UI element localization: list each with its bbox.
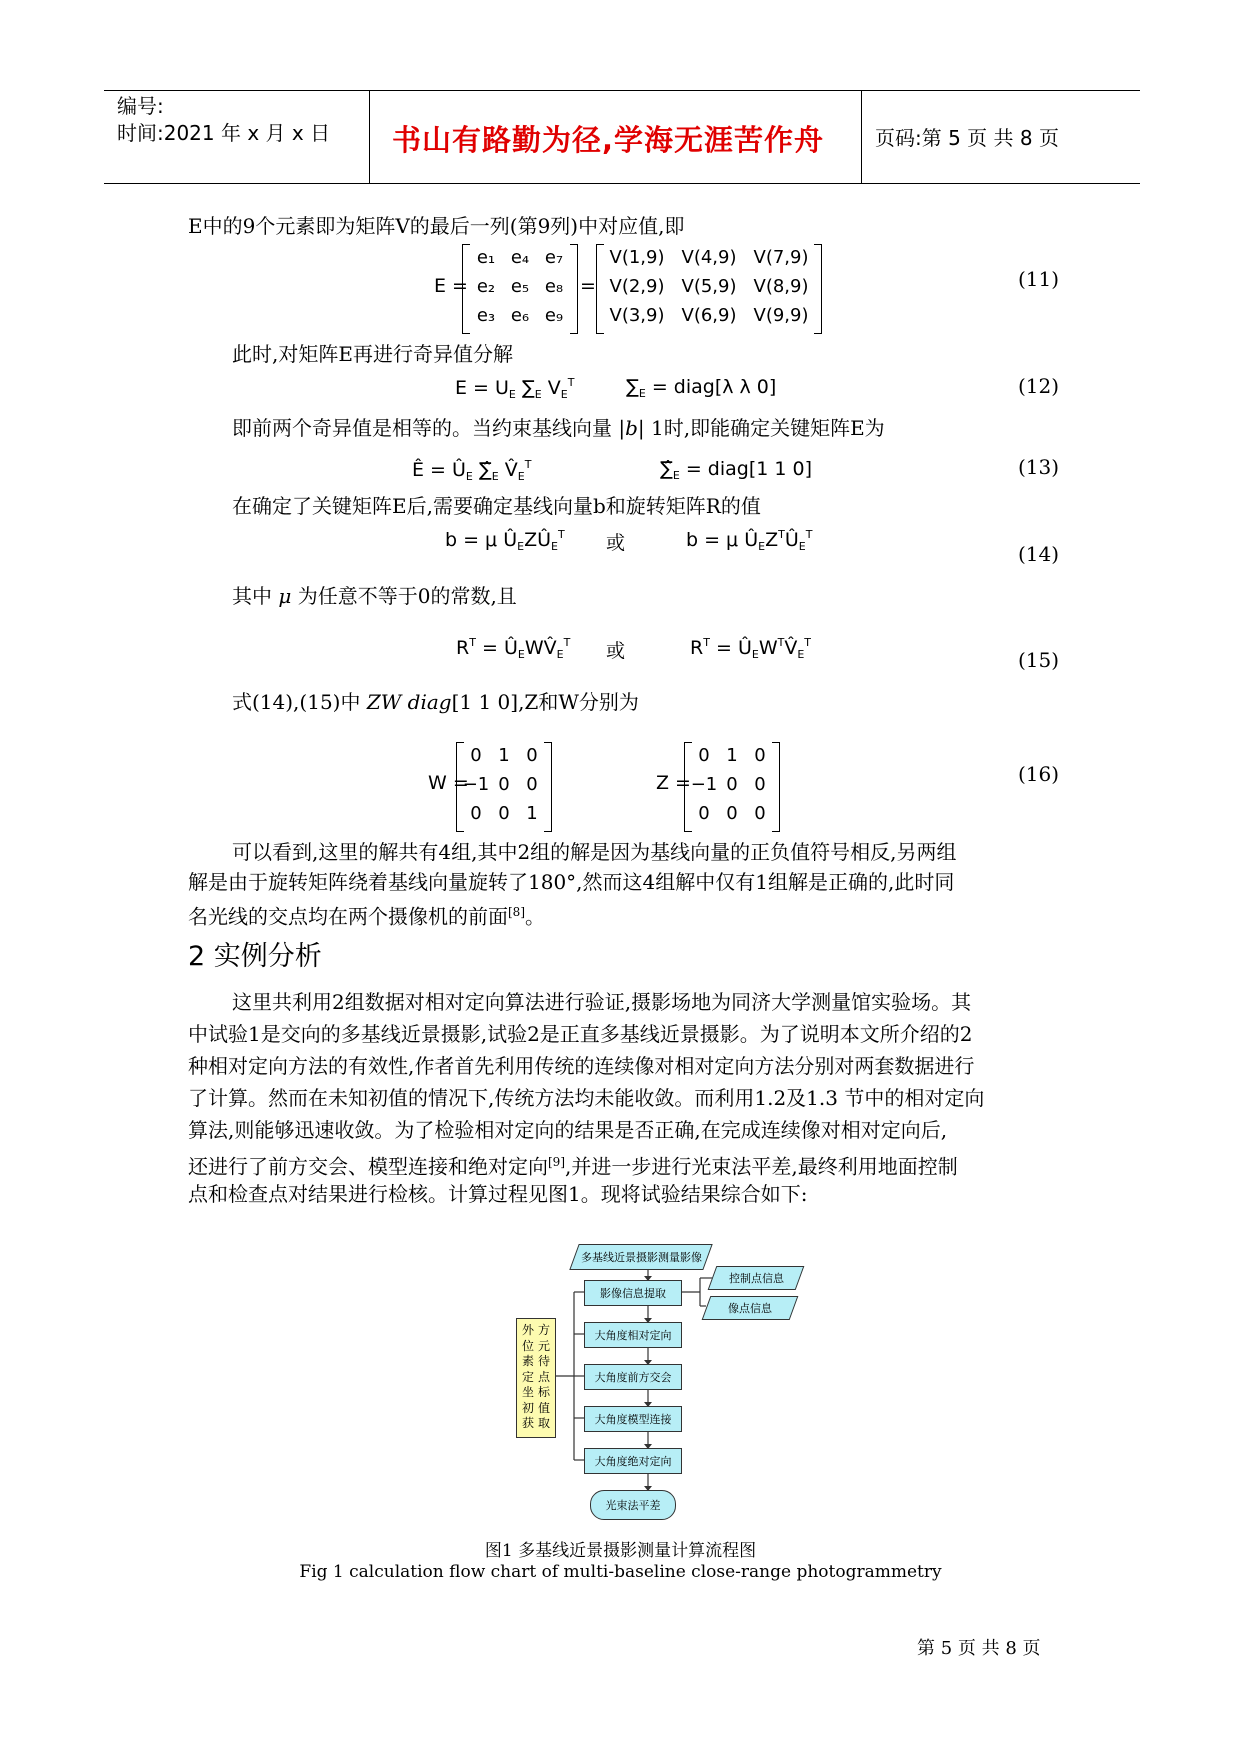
- matrix-cell: 1: [526, 803, 538, 824]
- paragraph-line: 可以看到,这里的解共有4组,其中2组的解是因为基线向量的正负值符号相反,另两组: [232, 840, 957, 864]
- citation: [8]: [508, 905, 525, 919]
- matrix-cell: e₆: [510, 305, 530, 326]
- paragraph-line: 点和检查点对结果进行检核。计算过程见图1。现将试验结果综合如下:: [188, 1182, 808, 1206]
- matrix-cell: e₉: [544, 305, 564, 326]
- matrix-cell: 0: [754, 745, 766, 766]
- side-char: 定: [522, 1369, 535, 1384]
- flowchart-step-absolute: 大角度绝对定向: [584, 1448, 682, 1474]
- eq16-number: (16): [1018, 762, 1060, 786]
- matrix-cell: 0: [726, 774, 738, 795]
- matrix-cell: 0: [470, 803, 482, 824]
- matrix-cell: 0: [498, 774, 510, 795]
- matrix-cell: e₇: [544, 247, 564, 268]
- header-page: 页码:第 5 页 共 8 页: [875, 126, 1059, 150]
- matrix-cell: 0: [526, 774, 538, 795]
- matrix-cell: e₁: [476, 247, 496, 268]
- paragraph-line: E中的9个元素即为矩阵V的最后一列(第9列)中对应值,即: [188, 214, 685, 238]
- matrix-cell: V(1,9): [609, 247, 665, 268]
- flowchart-image-points: 像点信息: [702, 1296, 799, 1320]
- paragraph-line: 式(14),(15)中 ZW diag[1 1 0],Z和W分别为: [232, 690, 639, 714]
- paragraph-line: 还进行了前方交会、模型连接和绝对定向[9],并进一步进行光束法平差,最终利用地面控制: [188, 1154, 958, 1179]
- matrix-cell: e₅: [510, 276, 530, 297]
- eq15-or: 或: [606, 640, 626, 662]
- matrix-cell: V(2,9): [609, 276, 665, 297]
- paragraph-line: 中试验1是交向的多基线近景摄影,试验2是正直多基线近景摄影。为了说明本文所介绍的2: [188, 1022, 973, 1046]
- matrix-cell: V(4,9): [681, 247, 737, 268]
- side-char: 待: [538, 1354, 551, 1368]
- eq16-z-label: Z =: [656, 772, 691, 794]
- side-char: 点: [538, 1369, 551, 1384]
- eq15-left: $R^T$ = $Û_EWV̂_E^T$: [456, 636, 571, 661]
- side-col-left: [522, 1323, 536, 1432]
- matrix-cell: 0: [754, 774, 766, 795]
- eq15-number: (15): [1018, 648, 1060, 672]
- paragraph-line: 名光线的交点均在两个摄像机的前面[8]。: [188, 904, 545, 929]
- header-motto: 书山有路勤为径,学海无涯苦作舟: [392, 123, 825, 157]
- flowchart-step-relative: 大角度相对定向: [584, 1322, 682, 1348]
- page-footer: 第 5 页 共 8 页: [917, 1638, 1041, 1659]
- paragraph-line: 了计算。然而在未知初值的情况下,传统方法均未能收敛。而利用1.2及1.3 节中的相对定向: [188, 1086, 985, 1110]
- side-char: 方: [538, 1323, 551, 1337]
- eq13-number: (13): [1018, 455, 1060, 479]
- paragraph-line: 这里共利用2组数据对相对定向算法进行验证,摄影场地为同济大学测量馆实验场。其: [232, 990, 972, 1014]
- side-char: 位: [522, 1338, 535, 1353]
- matrix-cell: 1: [498, 745, 510, 766]
- citation: [9]: [548, 1155, 565, 1169]
- eq14-number: (14): [1018, 542, 1060, 566]
- side-char: 素: [522, 1354, 535, 1368]
- matrix-cell: 0: [726, 803, 738, 824]
- matrix-cell: e₄: [510, 247, 530, 268]
- matrix-cell: 0: [698, 745, 710, 766]
- side-col-right: [538, 1323, 552, 1432]
- paragraph-line: 其中 μ 为任意不等于0的常数,且: [232, 584, 517, 608]
- flowchart-step-extract: 影像信息提取: [584, 1280, 682, 1306]
- paragraph-line: 此时,对矩阵E再进行奇异值分解: [232, 342, 513, 366]
- side-char: 取: [538, 1416, 551, 1430]
- matrix-cell: 0: [754, 803, 766, 824]
- flowchart-control-points: 控制点信息: [708, 1266, 805, 1290]
- matrix-cell: −1: [690, 774, 718, 795]
- eq12-number: (12): [1018, 374, 1060, 398]
- figure-caption-cn: 图1 多基线近景摄影测量计算流程图: [484, 1541, 757, 1561]
- matrix-cell: e₈: [544, 276, 564, 297]
- matrix-cell: 0: [498, 803, 510, 824]
- matrix-cell: V(8,9): [753, 276, 809, 297]
- matrix-cell: V(7,9): [753, 247, 809, 268]
- matrix-cell: e₂: [476, 276, 496, 297]
- flowchart-end-bundle: 光束法平差: [590, 1490, 676, 1520]
- eq12-right: $\sum_E$ = diag[λ λ 0]: [626, 376, 777, 400]
- paragraph-line: 算法,则能够迅速收敛。为了检验相对定向的结果是否正确,在完成连续像对相对定向后,: [188, 1118, 948, 1142]
- eq15-right: $R^T$ = $Û_EW^TV̂_E^T$: [690, 636, 812, 661]
- eq13-right: $\sum̂_E$ = diag[1 1 0]: [660, 458, 812, 482]
- side-char: 元: [538, 1338, 551, 1353]
- eq14-left: b = μ $Û_EZÛ_E^T$: [445, 528, 565, 553]
- side-char: 标: [538, 1385, 551, 1399]
- side-char: 值: [538, 1400, 551, 1415]
- eq11-lhs: E =: [434, 275, 468, 297]
- eq16-w-label: W =: [428, 772, 469, 794]
- matrix-cell: e₃: [476, 305, 496, 326]
- figure-caption-en: Fig 1 calculation flow chart of multi-baseline close-range photogrammetry: [299, 1562, 942, 1582]
- matrix-cell: V(5,9): [681, 276, 737, 297]
- eq12-left: $E = U_E$ $\sum_E$ $V_E^T$: [455, 376, 575, 401]
- side-char: 外: [522, 1323, 535, 1337]
- matrix-cell: 1: [726, 745, 738, 766]
- flowchart-step-intersection: 大角度前方交会: [584, 1364, 682, 1390]
- flowchart-input-images: 多基线近景摄影测量影像: [569, 1244, 712, 1270]
- eq14-right: b = μ $Û_EZ^TÛ_E^T$: [686, 528, 813, 553]
- matrix-cell: 0: [526, 745, 538, 766]
- paragraph-line: 即前两个奇异值是相等的。当约束基线向量 |b| 1时,即能确定关键矩阵E为: [232, 416, 885, 440]
- side-char: 获: [522, 1416, 535, 1430]
- matrix-cell: 0: [698, 803, 710, 824]
- flowchart-side-box: [516, 1318, 556, 1438]
- header-time: 时间:2021 年 x 月 x 日: [117, 121, 331, 145]
- paragraph-line: 种相对定向方法的有效性,作者首先利用传统的连续像对相对定向方法分别对两套数据进行: [188, 1054, 975, 1078]
- eq13-left: Ê = $Û_E$ $\sum̂_E$ $V̂_E^T$: [412, 458, 532, 483]
- side-char: 坐: [522, 1385, 535, 1399]
- eq14-or: 或: [606, 532, 626, 554]
- matrix-cell: V(3,9): [609, 305, 665, 326]
- matrix-cell: 0: [470, 745, 482, 766]
- paragraph-line: 解是由于旋转矩阵绕着基线向量旋转了180°,然而这4组解中仅有1组解是正确的,此时同: [188, 870, 955, 894]
- matrix-cell: −1: [462, 774, 490, 795]
- paragraph-line: 在确定了关键矩阵E后,需要确定基线向量b和旋转矩阵R的值: [232, 494, 761, 518]
- section-title: 2 实例分析: [188, 941, 322, 972]
- flowchart-step-model-connect: 大角度模型连接: [584, 1406, 682, 1432]
- matrix-cell: V(9,9): [753, 305, 809, 326]
- eq11-number: (11): [1018, 267, 1060, 291]
- header-serial: 编号:: [117, 94, 164, 118]
- eq11-equals: =: [580, 275, 596, 297]
- matrix-cell: V(6,9): [681, 305, 737, 326]
- side-char: 初: [522, 1400, 535, 1415]
